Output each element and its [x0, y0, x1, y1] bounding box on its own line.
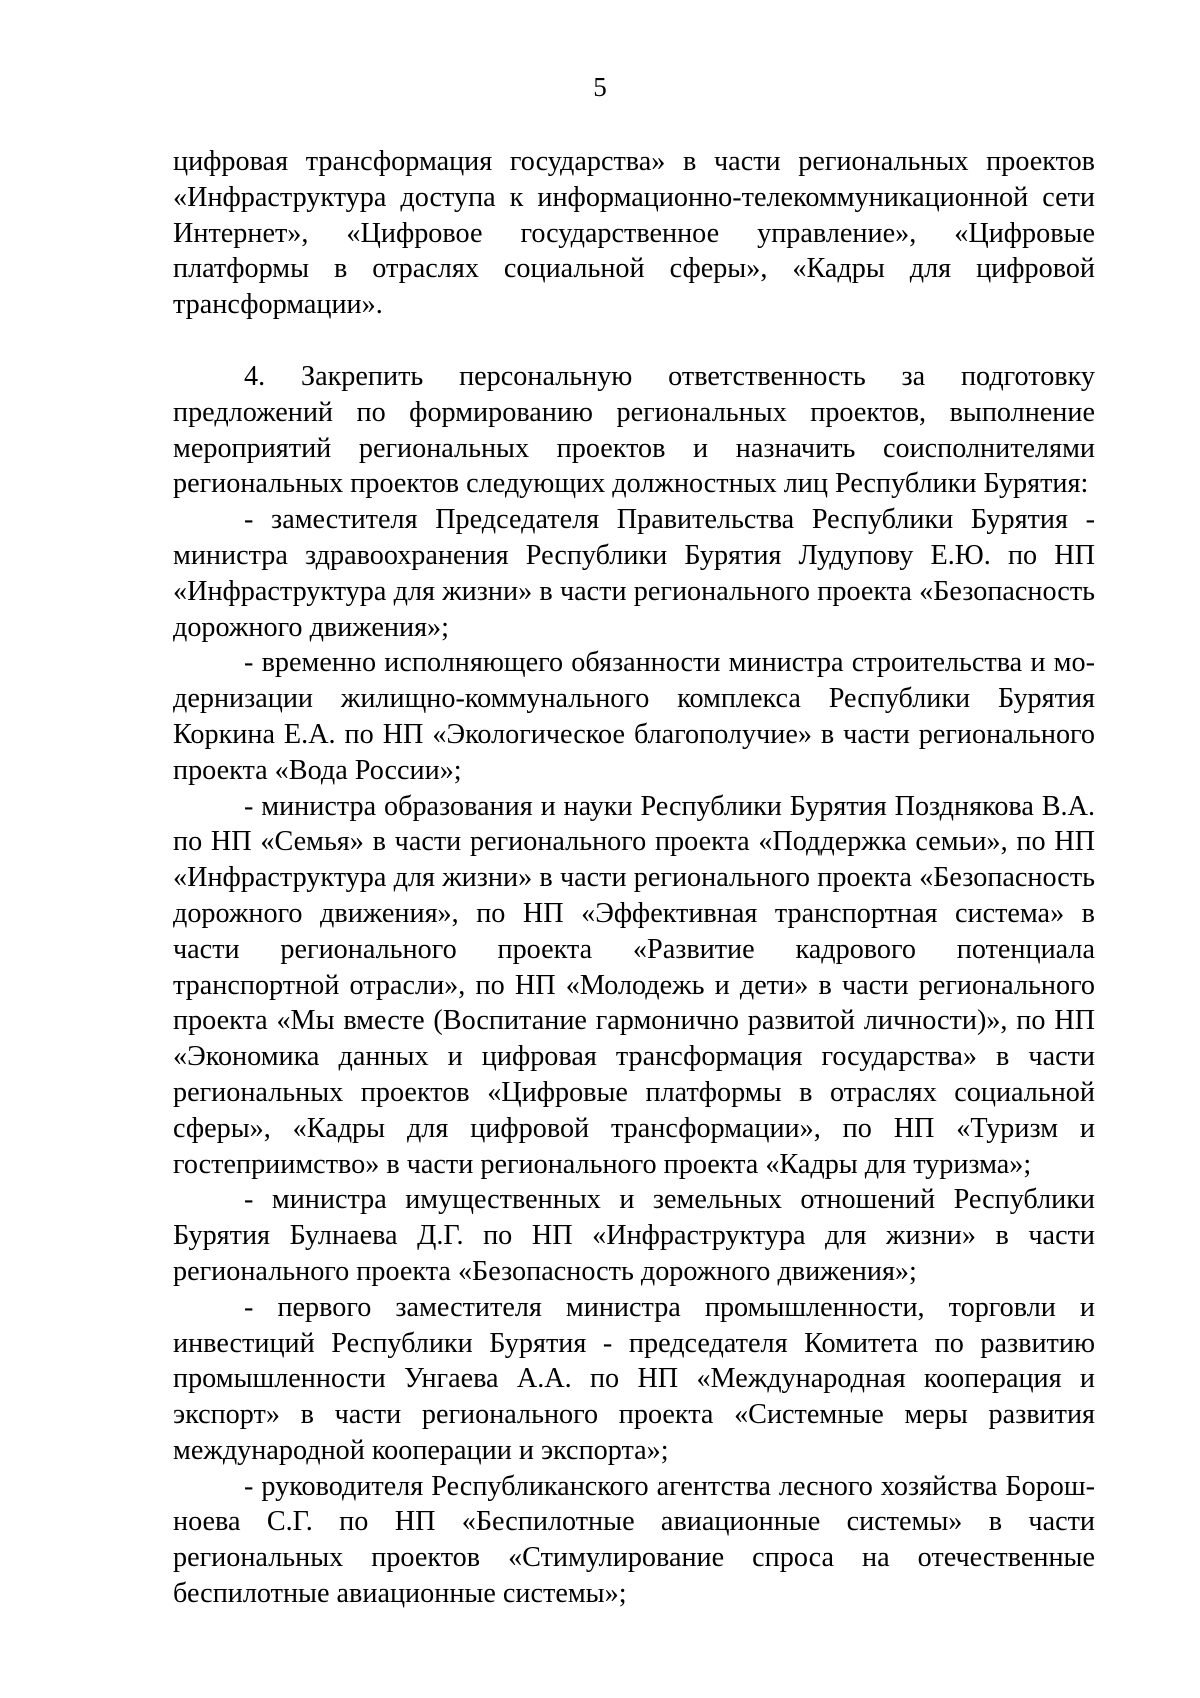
item-4-paragraph: 4. Закрепить персональную ответственность за подготовку предложений по формированию региональных проектов, выполнение мероприятий региональных проектов и назначить соисполнителями региональных проектов следующих должностных лиц Республики Бурятия:: [173, 360, 1095, 500]
official-paragraph-ludupova: - заместителя Председателя Правительства Республики Бурятия - министра здравоохранения Республики Бурятия Лудупову Е.Ю. по НП «Инфраструктура для жизни» в части регионального проекта «Безопасность дорожного движения»;: [173, 504, 1095, 643]
official-paragraph-pozdnyakov: - министра образования и науки Республики Бурятия Позднякова В.А. по НП «Семья» в части регионального проекта «Поддержка семьи», по НП «Инфраструктура для жизни» в части регионального проекта «Безопасность дорожного движения», по НП «Эффективная транспортная система» в части регионального проекта «Развитие кадрового потенциала транспортной отрасли», по НП «Молодежь и дети» в части регионального проекта «Мы вместе (Воспитание гармонично развитой личности)», по НП «Экономика данных и цифровая трансформация государства» в части региональных проектов «Цифровые платформы в отраслях социальной сферы», «Кадры для цифровой трансформации», по НП «Туризм и гостеприимство» в части регионального проекта «Кадры для туризма»;: [173, 790, 1095, 1180]
official-paragraph-korkin: - временно исполняющего обязанности министра строительства и модернизации жилищно-коммунального комплекса Республики Бурятия Коркина Е.А. по НП «Экологическое благополучие» в части регионального проекта «Вода России»;: [173, 647, 1095, 786]
official-paragraph-boroshnoev: - руководителя Республиканского агентства лесного хозяйства Борошноева С.Г. по НП «Беспилотные авиационные системы» в части региональных проектов «Стимулирование спроса на отечественные беспилотные авиационные системы»;: [173, 1470, 1095, 1610]
document-body: [173, 144, 1095, 1612]
page-number: 5: [593, 72, 607, 102]
continuation-paragraph: цифровая трансформация государства» в части региональных проектов «Инфраструктура доступа к информационно-телекоммуникационной сети Интернет», «Цифровое государственное управление», «Цифровые платформы в отраслях социальной сферы», «Кадры для цифровой трансформации».: [173, 146, 1095, 321]
official-paragraph-ungaev: - первого заместителя министра промышленности, торговли и инвестиций Республики Бурятия - председателя Комитета по развитию промышленности Унгаева А.А. по НП «Международная кооперация и экспорт» в части регионального проекта «Системные меры развития международной кооперации и экспорта»;: [173, 1291, 1095, 1466]
official-paragraph-bulnaev: - министра имущественных и земельных отношений Республики Бурятия Булнаева Д.Г. по НП «Инфраструктура для жизни» в части регионального проекта «Безопасность дорожного движения»;: [173, 1184, 1095, 1287]
